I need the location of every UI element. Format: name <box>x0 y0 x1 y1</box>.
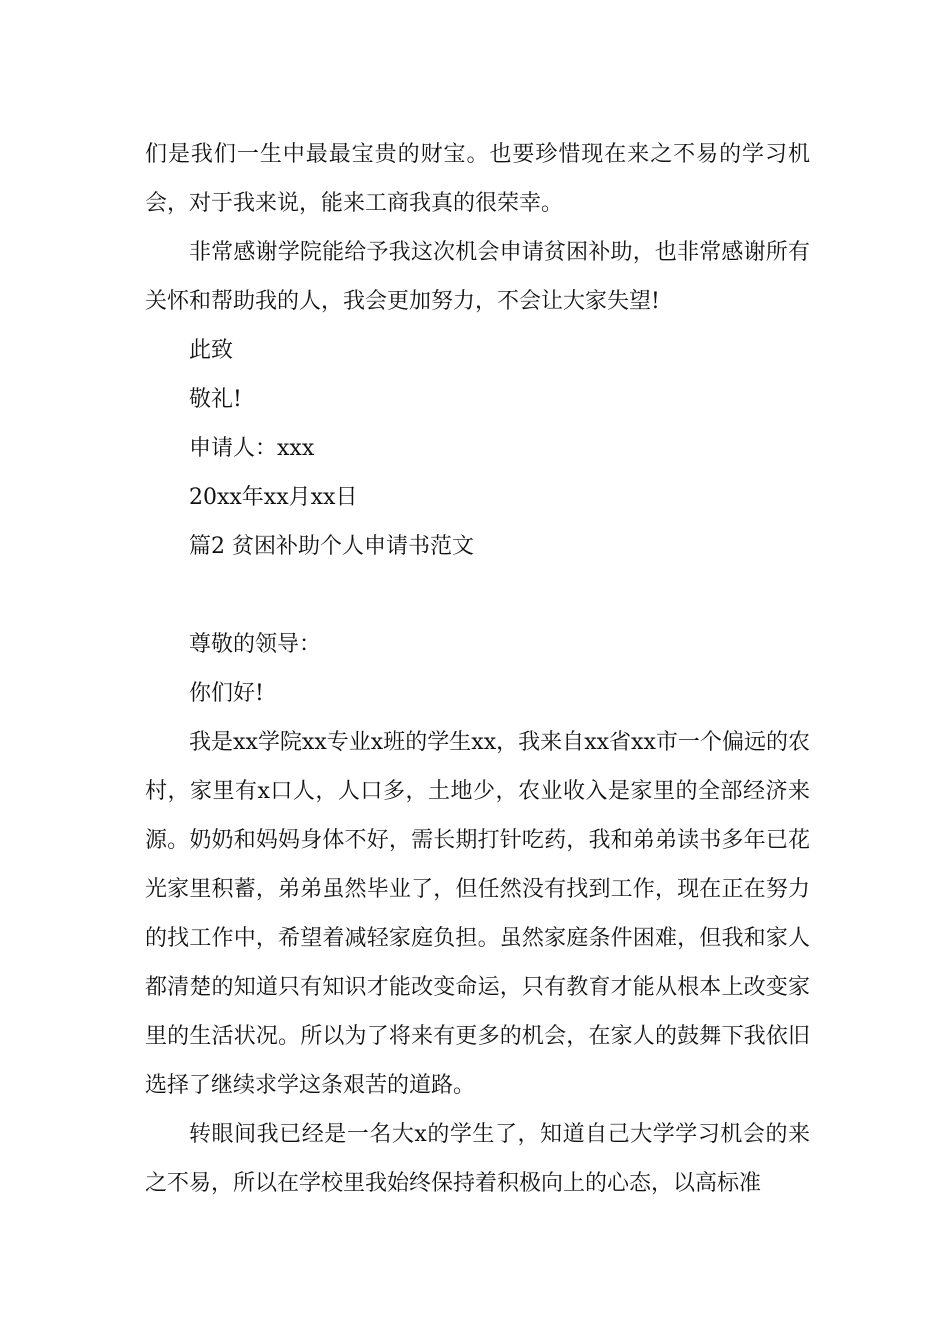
section-heading: 篇2 贫困补助个人申请书范文 <box>189 534 474 559</box>
greeting-hello: 你们好! <box>189 681 264 706</box>
paragraph-thanks: 非常感谢学院能给予我这次机会申请贫困补助，也非常感谢所有关怀和帮助我的人，我会更加努力，不会让大家失望! <box>145 240 810 314</box>
blank-line <box>145 571 810 620</box>
closing-salutation: 此致 <box>189 338 234 363</box>
document-body <box>145 130 810 1208</box>
applicant-signature: 申请人：xxx <box>189 436 315 461</box>
paragraph-study: 转眼间我已经是一名大x的学生了，知道自己大学学习机会的来之不易，所以在学校里我始终保持着积极向上的心态，以高标准 <box>145 1122 810 1196</box>
closing-regards: 敬礼! <box>189 387 242 412</box>
paragraph-background: 我是xx学院xx专业x班的学生xx，我来自xx省xx市一个偏远的农村，家里有x口人，人口多，土地少，农业收入是家里的全部经济来源。奶奶和妈妈身体不好，需长期打针吃药，我和弟弟读书多年已花光家里积蓄，弟弟虽然毕业了，但任然没有找到工作，现在正在努力的找工作中，希望着减轻家庭负担。虽然家庭条件困难，但我和家人都清楚的知道只有知识才能改变命运，只有教育才能从根本上改变家里的生活状况。所以为了将来有更多的机会，在家人的鼓舞下我依旧选择了继续求学这条艰苦的道路。 <box>145 730 810 1098</box>
greeting-addressee: 尊敬的领导： <box>189 632 322 657</box>
paragraph-continuation: 们是我们一生中最最宝贵的财宝。也要珍惜现在来之不易的学习机会，对于我来说，能来工商我真的很荣幸。 <box>145 142 810 216</box>
application-date: 20xx年xx月xx日 <box>189 485 358 510</box>
